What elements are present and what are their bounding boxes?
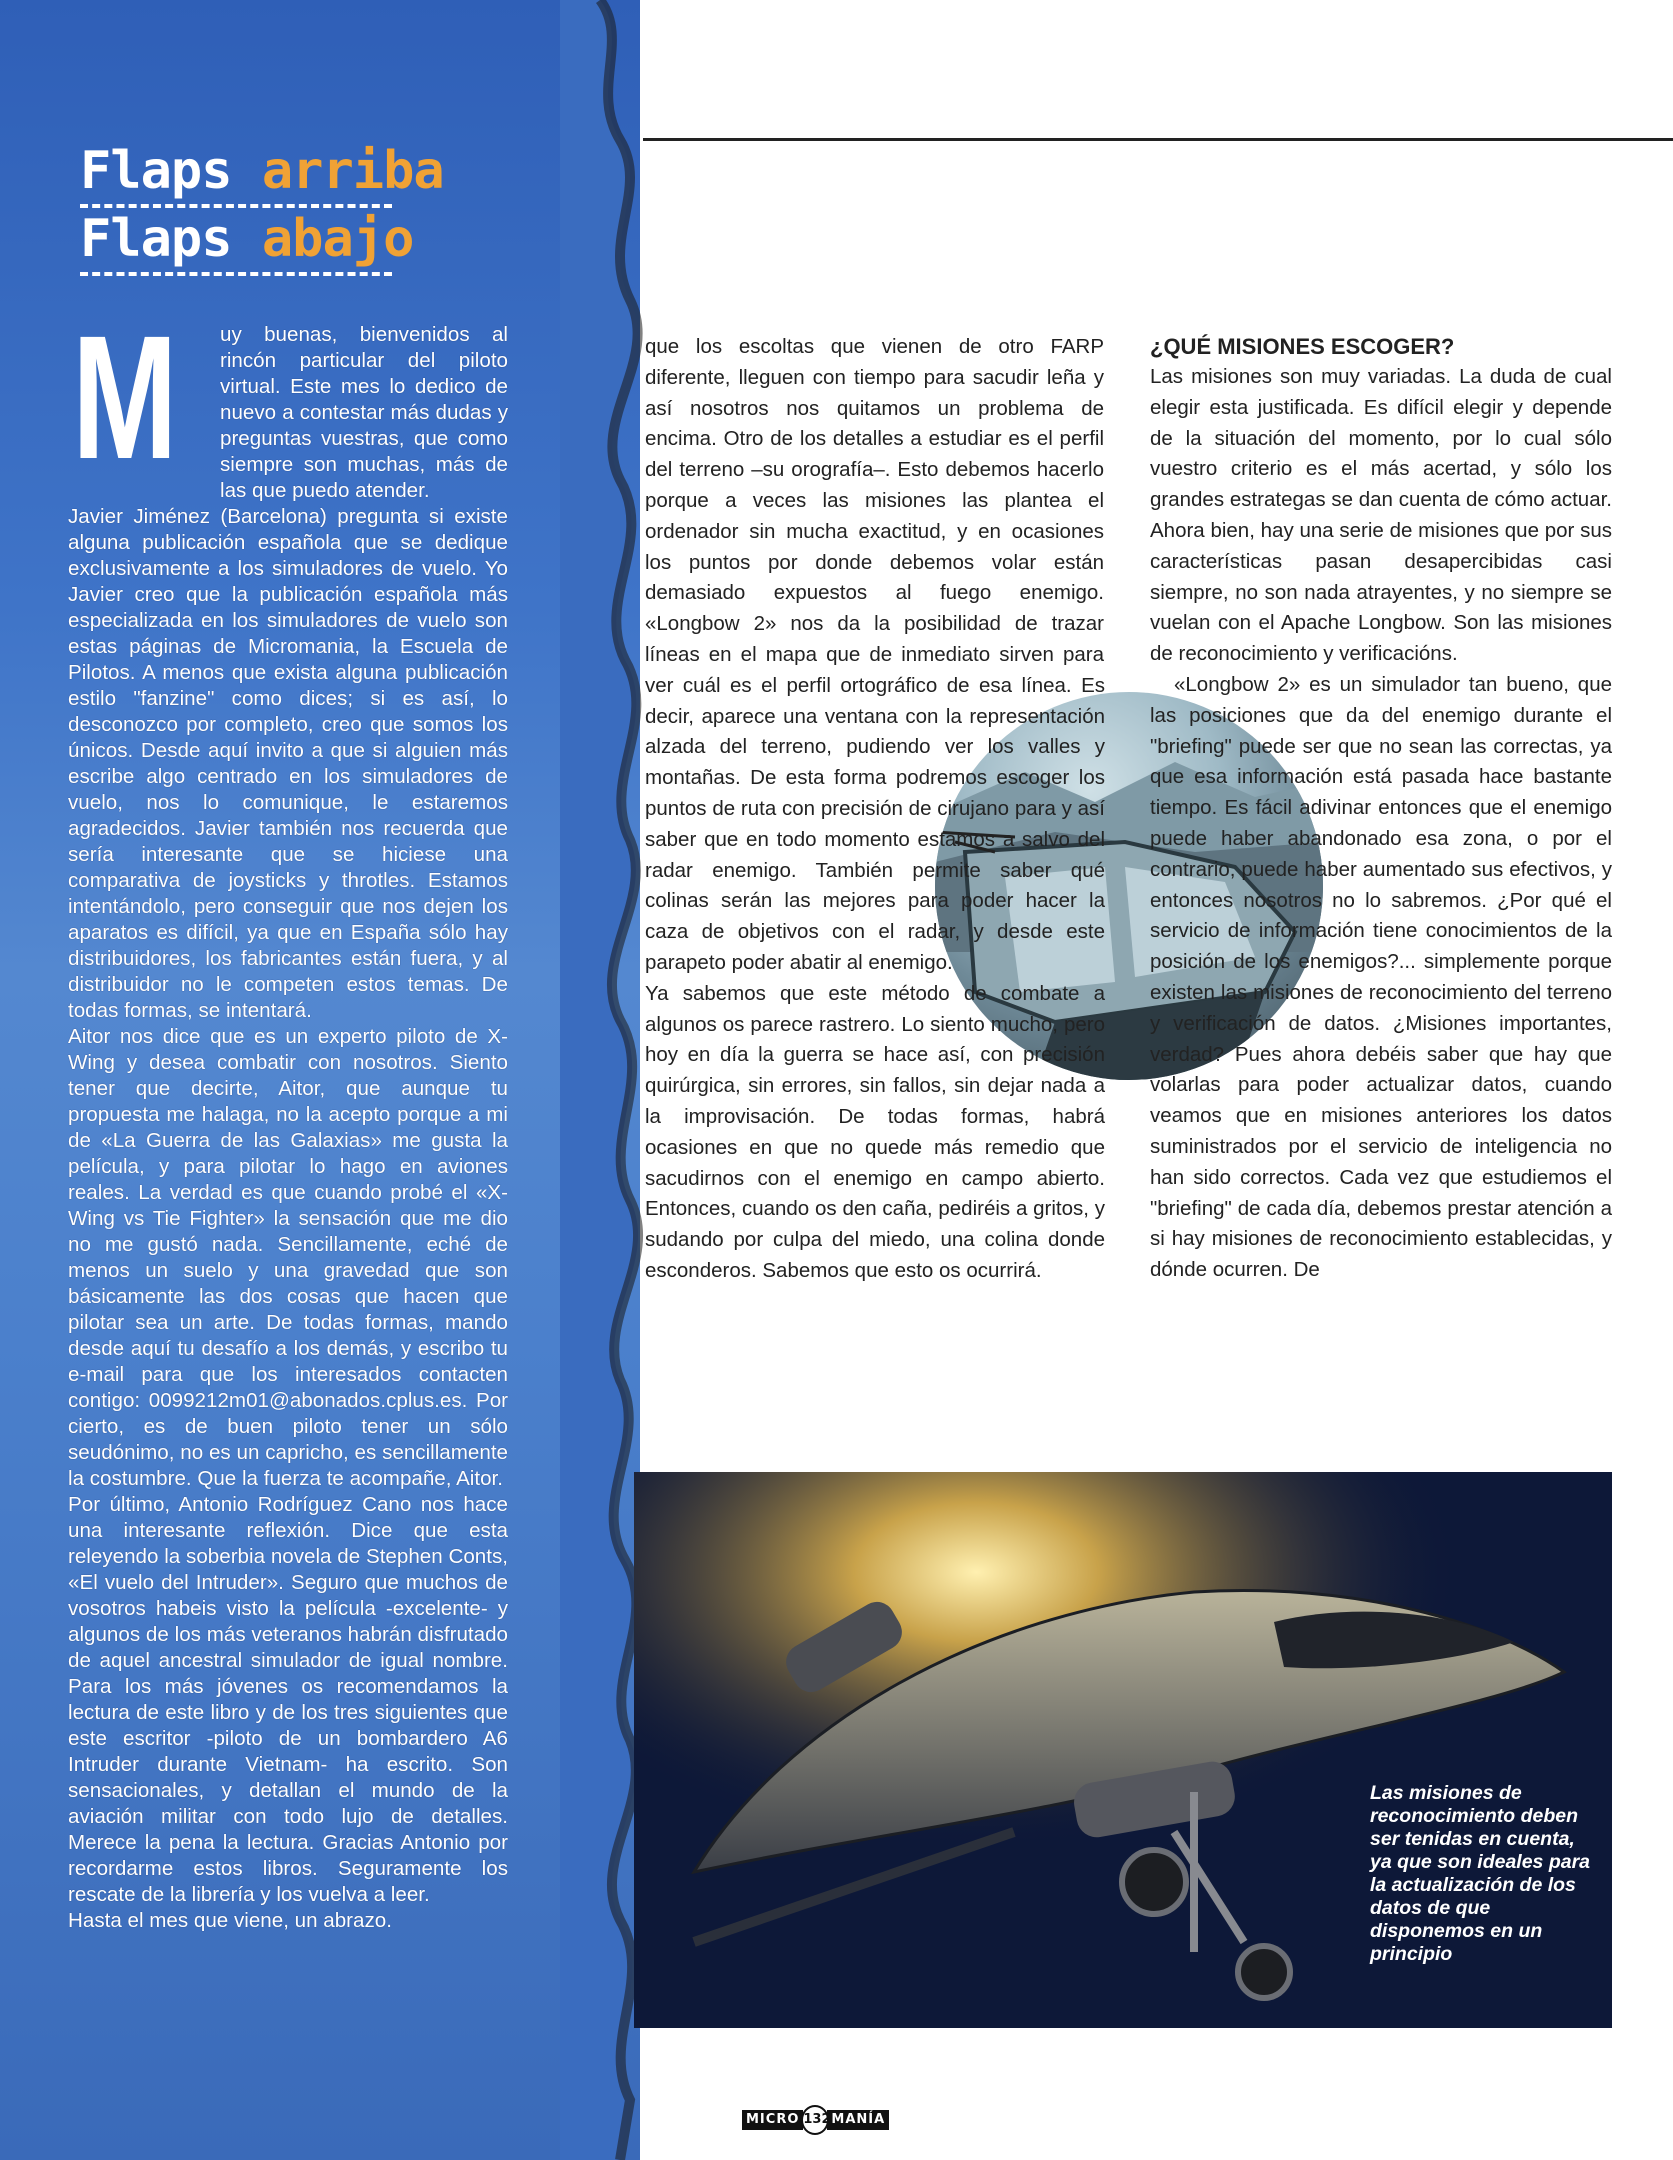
middle-column xyxy=(645,332,1105,1287)
section-title xyxy=(80,140,444,276)
middle-paragraph: que los escoltas que vienen de otro FARP diferente, lleguen con tiempo para sacudir leña y así nosotros nos quitamos un problema de encima. Otro de los detalles a estudiar es el perfil del terreno –su orografía–. Esto debemos hacerlo porque a veces las misiones las plantea el ordenador sin mucha exactitud, y en ocasiones los puntos por donde debemos volar están demasiado expuestos al fuego enemigo. «Longbow 2» nos da la posibilidad de trazar líneas en el mapa que de inmediato sirven para ver cuál es el perfil ortográfico de esa línea. Es decir, aparece una ventana con la representación alzada del terreno, pudiendo ver los valles y montañas. De esta forma podremos escoger los puntos de ruta con precisión de cirujano para y así saber que en todo momento estamos a salvo del radar enemigo. También permite saber qué colinas serán las mejores para poder hacer la caza de objetivos con el radar, y desde este parapeto poder abatir al enemigo. xyxy=(645,335,1105,974)
sidebar-paragraph: Javier Jiménez (Barcelona) pregunta si existe alguna publicación española que se dedique exclusivamente a los simuladores de vuelo. Yo Javier creo que la publicación española más especializada en los simuladores de vuelo son estas páginas de Micromania, la Escuela de Pilotos. A menos que exista alguna publicación estilo "fanzine" como dices; si es así, lo desconozco por completo, creo que somos los únicos. Desde aquí invito a que si alguien más escribe algo centrado en los simuladores de vuelo, nos lo comunique, le estaremos agradecidos. Javier también nos recuerda que sería interesante que se hiciese una comparativa de joysticks y throtles. Estamos intentándolo, pero conseguir que nos dejen los aparatos es difícil, ya que en España sólo hay distribuidores, los fabricantes están fuera, y al distribuidor no le competen estos temas. De todas formas, se intentará. xyxy=(68,505,508,1022)
sidebar-article xyxy=(68,322,508,1934)
right-paragraph: Las misiones son muy variadas. La duda de cual elegir esta justificada. Es difícil elegir y depende de la situación del momento, por lo cual sólo vuestro criterio es el más acertad, y sólo los grandes estrategas se dan cuenta de cómo actuar. Ahora bien, hay una serie de misiones que por sus características pasan desapercibidas casi siempre, no son nada atrayentes, y no siempre se vuelan con el Apache Longbow. Son las misiones de reconocimiento y verificacións. xyxy=(1150,365,1612,666)
footer-micro: MICRO xyxy=(742,2110,803,2130)
wrap-spacer xyxy=(1104,332,1105,662)
sidebar-paragraph: Aitor nos dice que es un experto piloto de X-Wing y desea combatir con nosotros. Siento tener que decirte, Aitor, que aunque tu propuesta me halaga, no la acepto porque a mi de «La Guerra de las Galaxias» me gusta la película, y para pilotar lo hago en aviones reales. La verdad es que cuando probé el «X-Wing vs Tie Fighter» la sensación que me dio no me gustó nada. Sencillamente, eché de menos un suelo y una gravedad que son básicamente las dos cosas que hacen que pilotar sea un arte. De todas formas, mando desde aquí tu desafío a los demás, y escribo tu e-mail para que los interesados contacten contigo: 0099212m01@abonados.cplus.es. Por cierto, es de buen piloto tener un sólo seudónimo, no es un capricho, es sencillamente la costumbre. Que la fuerza te acompañe, Aitor. xyxy=(68,1025,508,1490)
drop-cap: M xyxy=(72,300,178,496)
top-rule xyxy=(643,138,1673,141)
middle-paragraph: Ya sabemos que este método de combate a algunos os parece rastrero. Lo siento mucho, pero hoy en día la guerra se hace así, con precisión quirúrgica, sin errores, sin fallos, sin dejar nada a la improvisación. De todas formas, habrá ocasiones en que no quede más remedio que sacudirnos con el enemigo en campo abierto. Entonces, cuando os den caña, pediréis a gritos, y sudando por culpa del miedo, una colina donde esconderos. Sabemos que esto os ocurrirá. xyxy=(645,981,1105,1282)
sidebar-paragraph: Hasta el mes que viene, un abrazo. xyxy=(68,1909,392,1932)
sidebar-paragraph: uy buenas, bienvenidos al rincón particular del piloto virtual. Este mes lo dedico de nuevo a contestar más dudas y preguntas vuestras, que como siempre son muchas, más de las que puedo atender. xyxy=(220,323,508,502)
page-number: 132 xyxy=(801,2105,829,2135)
right-column xyxy=(1150,332,1612,1286)
title-arriba: arriba xyxy=(261,141,444,201)
title-flaps-1: Flaps xyxy=(80,141,262,201)
footer-mania: MANÍA xyxy=(827,2110,889,2130)
title-flaps-2: Flaps xyxy=(80,209,262,269)
title-abajo: abajo xyxy=(261,209,414,269)
drop-cap-space xyxy=(68,322,220,498)
section-heading: ¿QUÉ MISIONES ESCOGER? xyxy=(1150,334,1455,359)
right-paragraph: «Longbow 2» es un simulador tan bueno, que las posiciones que da del enemigo durante el "briefing" puede ser que no sean las correctas, ya que esa información está pasada hace bastante tiempo. Es fácil adivinar entonces que el enemigo puede haber abandonado esa zona, o por el contrario, puede haber aumentado sus efectivos, y entonces nosotros no lo sabremos. ¿Por qué el servicio de información tiene conocimientos de la posición de los enemigos?... simplemente porque existen las misiones de reconocimiento del terreno y verificación de datos. ¿Misiones importantes, verdad? Pues ahora debéis saber que hay que volarlas para poder actualizar datos, cuando veamos que en misiones anteriores los datos suministrados por el servicio de inteligencia no han sido correctos. Cada vez que estudiemos el "briefing" de cada día, debemos prestar atención a si hay misiones de reconocimiento establecidas, y dónde ocurren. De xyxy=(1150,672,1612,1282)
photo-caption: Las misiones de reconocimiento deben ser tenidas en cuenta, ya que son ideales para la actualización de los datos de que disponemos en un principio xyxy=(1370,1782,1591,1965)
sidebar-paragraph: Por último, Antonio Rodríguez Cano nos hace una interesante reflexión. Dice que esta releyendo la soberbia novela de Stephen Conts, «El vuelo del Intruder». Seguro que muchos de vosotros habeis visto la película -excelente- y algunos de los más veteranos habrán disfrutado de aquel ancestral simulador de igual nombre. Para los más jóvenes os recomendamos la lectura de este libro y de los tres siguientes que este escritor -piloto de un bombardero A6 Intruder durante Vietnam- ha escrito. Son sensacionales, y detallan el mundo de la aviación militar con todo lujo de detalles. Merece la pena la lectura. Gracias Antonio por recordarme estos libros. Seguramente los rescate de la librería y los vuelva a leer. xyxy=(68,1493,508,1906)
footer-logo xyxy=(742,2108,889,2132)
